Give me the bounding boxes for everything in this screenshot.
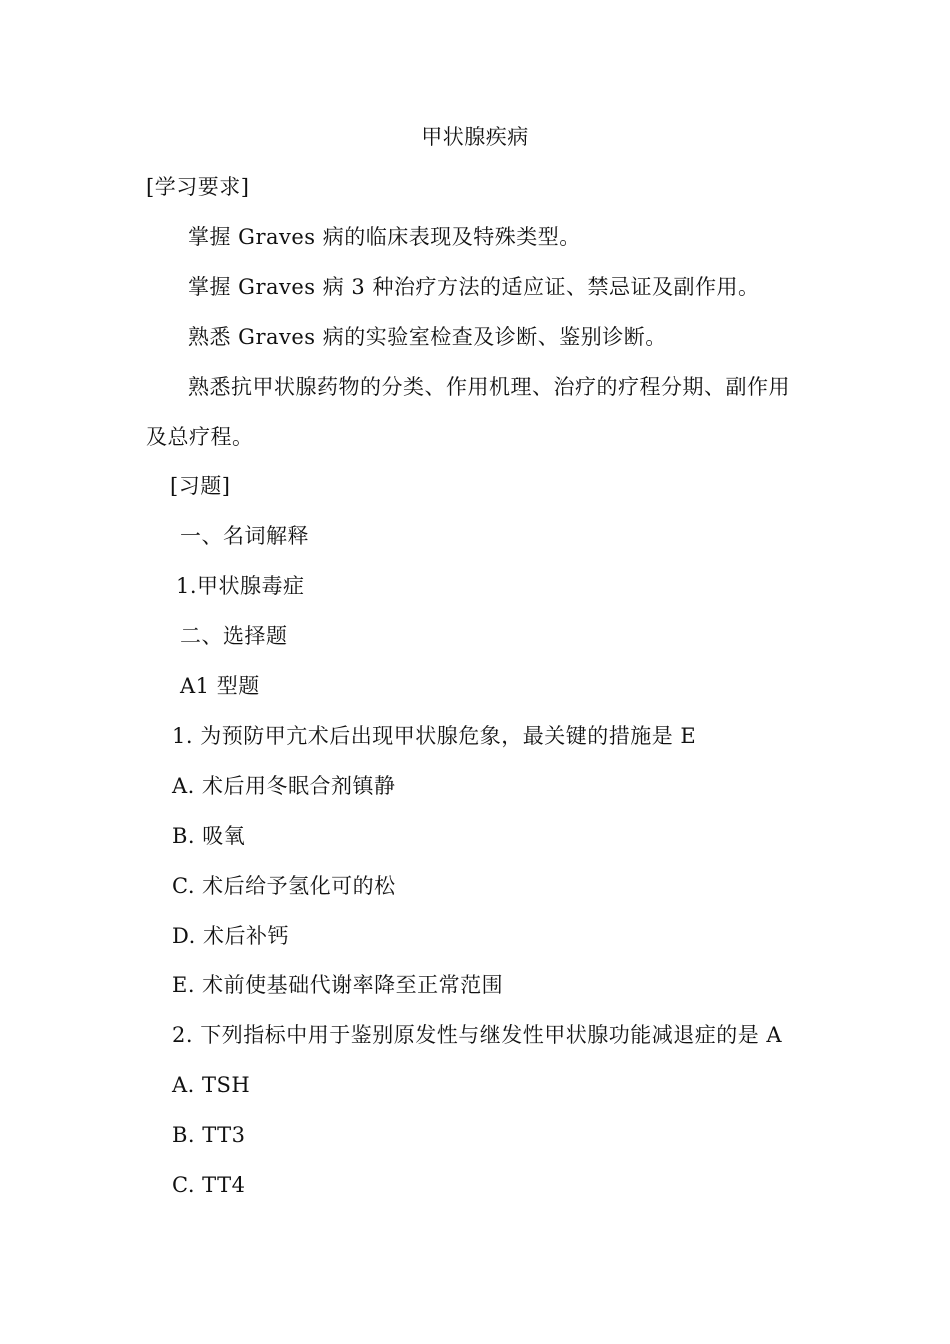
question-type-heading: A1 型题 bbox=[180, 674, 260, 698]
section-heading-terms: 一、名词解释 bbox=[180, 524, 309, 548]
question-stem: 2. 下列指标中用于鉴别原发性与继发性甲状腺功能减退症的是 A bbox=[172, 1023, 783, 1047]
requirements-heading: [学习要求] bbox=[146, 175, 250, 199]
section-heading-choice: 二、选择题 bbox=[180, 624, 288, 648]
requirement-item: 掌握 Graves 病的临床表现及特殊类型。 bbox=[188, 225, 581, 249]
question-option: D. 术后补钙 bbox=[172, 924, 289, 948]
question-stem: 1. 为预防甲亢术后出现甲状腺危象，最关键的措施是 E bbox=[172, 724, 697, 748]
exercises-heading: [习题] bbox=[170, 474, 231, 498]
requirement-item: 熟悉抗甲状腺药物的分类、作用机理、治疗的疗程分期、副作用 bbox=[188, 375, 790, 399]
question-option: C. 术后给予氢化可的松 bbox=[172, 874, 396, 898]
question-option: C. TT4 bbox=[172, 1173, 246, 1197]
requirement-item: 掌握 Graves 病 3 种治疗方法的适应证、禁忌证及副作用。 bbox=[188, 275, 760, 299]
question-option: A. 术后用冬眠合剂镇静 bbox=[172, 774, 396, 798]
question-option: B. 吸氧 bbox=[172, 824, 246, 848]
requirement-item: 熟悉 Graves 病的实验室检查及诊断、鉴别诊断。 bbox=[188, 325, 667, 349]
requirement-item-continuation: 及总疗程。 bbox=[146, 425, 254, 449]
question-option: A. TSH bbox=[172, 1073, 251, 1097]
term-item: 1.甲状腺毒症 bbox=[176, 574, 305, 598]
page-title: 甲状腺疾病 bbox=[421, 125, 529, 149]
question-option: E. 术前使基础代谢率降至正常范围 bbox=[172, 973, 504, 997]
question-option: B. TT3 bbox=[172, 1123, 246, 1147]
